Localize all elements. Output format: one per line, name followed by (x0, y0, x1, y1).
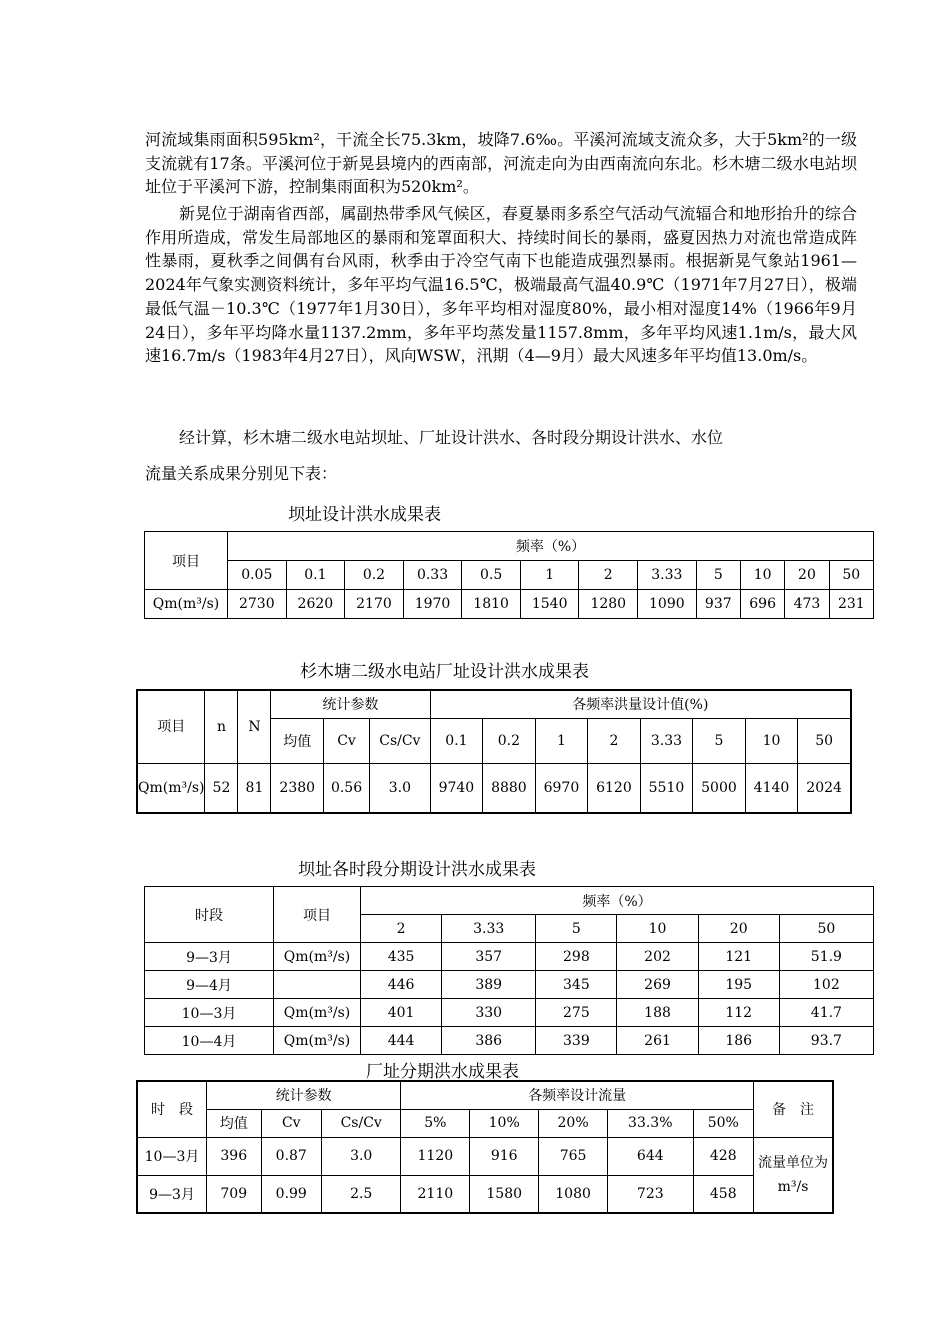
freq-row (145, 561, 874, 590)
item-cell (274, 971, 361, 999)
freq-cell: 0.5 (462, 561, 521, 590)
N-value: 81 (238, 763, 271, 813)
plant-flood-table (136, 689, 852, 814)
value-cell: 275 (536, 999, 617, 1027)
seasonal-flood-table (144, 886, 874, 1055)
value-cell: 5510 (640, 763, 693, 813)
value-cell: 4140 (745, 763, 798, 813)
item-cell: Qm(m³/s) (274, 1027, 361, 1055)
value-cell: 2110 (401, 1175, 470, 1213)
table-row (145, 1027, 874, 1055)
value-cell: 345 (536, 971, 617, 999)
value-cell: 51.9 (779, 943, 873, 971)
stat-header: 统计参数 (207, 1081, 401, 1109)
value-cell: 2170 (345, 590, 404, 619)
value-cell: 444 (361, 1027, 442, 1055)
value-cell: 446 (361, 971, 442, 999)
value-cell: 5000 (693, 763, 746, 813)
value-cell: 357 (442, 943, 536, 971)
value-cell: 339 (536, 1027, 617, 1055)
remark-cell: 流量单位为m³/s (754, 1137, 834, 1213)
freq-cell: 50 (779, 915, 873, 943)
freq-cell: 20 (785, 561, 829, 590)
stat-value: 709 (207, 1175, 262, 1213)
freq-cell: 0.05 (228, 561, 287, 590)
stat-value: 0.99 (261, 1175, 321, 1213)
stat-col: Cv (261, 1109, 321, 1137)
freq-cell: 5 (696, 561, 740, 590)
value-cell: 93.7 (779, 1027, 873, 1055)
period-cell: 9—4月 (145, 971, 274, 999)
design-header: 各频率洪量设计值(%) (430, 690, 851, 718)
period-cell: 9—3月 (137, 1175, 207, 1213)
paragraph-calc-intro: 经计算，杉木塘二级水电站坝址、厂址设计洪水、各时段分期设计洪水、水位 (179, 428, 724, 447)
n-header: n (205, 690, 238, 763)
stat-value: 2380 (271, 763, 324, 813)
freq-cell: 1 (535, 718, 588, 763)
value-cell: 1080 (539, 1175, 608, 1213)
freq-cell: 10 (745, 718, 798, 763)
value-cell: 473 (785, 590, 829, 619)
value-cell: 1970 (403, 590, 462, 619)
freq-cell: 10% (470, 1109, 539, 1137)
value-cell: 2730 (228, 590, 287, 619)
value-cell: 765 (539, 1137, 608, 1175)
freq-cell: 20 (698, 915, 779, 943)
design-header: 各频率设计流量 (401, 1081, 754, 1109)
value-cell: 112 (698, 999, 779, 1027)
stat-value: 396 (207, 1137, 262, 1175)
period-cell: 10—3月 (145, 999, 274, 1027)
value-cell: 2620 (286, 590, 345, 619)
stat-value: 3.0 (322, 1137, 401, 1175)
stat-col: Cv (323, 718, 369, 763)
stat-value: 0.87 (261, 1137, 321, 1175)
plant-seasonal-table (136, 1080, 834, 1214)
freq-cell: 5 (693, 718, 746, 763)
freq-cell: 0.2 (483, 718, 536, 763)
value-cell: 269 (617, 971, 698, 999)
freq-header: 频率（%） (228, 532, 874, 561)
table-row (137, 763, 851, 813)
value-cell: 195 (698, 971, 779, 999)
dam-flood-table (144, 531, 874, 619)
paragraph-basin: 河流域集雨面积595km²，干流全长75.3km，坡降7.6‰。平溪河流域支流众多，大于5km²的一级支流就有17条。平溪河位于新晃县境内的西南部，河流走向为由西南流向东北。杉木塘二级水电站坝址位于平溪河下游，控制集雨面积为520km²。 (145, 130, 857, 197)
value-cell: 8880 (483, 763, 536, 813)
table-row (137, 1137, 833, 1175)
value-cell: 186 (698, 1027, 779, 1055)
value-cell: 1120 (401, 1137, 470, 1175)
stat-header: 统计参数 (271, 690, 430, 718)
freq-cell: 20% (539, 1109, 608, 1137)
freq-cell: 2 (579, 561, 638, 590)
item-header: 项目 (145, 532, 228, 590)
freq-cell: 3.33 (442, 915, 536, 943)
stat-value: 0.56 (323, 763, 369, 813)
freq-cell: 10 (740, 561, 784, 590)
stat-col: 均值 (207, 1109, 262, 1137)
value-cell: 121 (698, 943, 779, 971)
value-cell: 231 (829, 590, 873, 619)
stat-col: 均值 (271, 718, 324, 763)
value-cell: 458 (693, 1175, 753, 1213)
item-cell: Qm(m³/s) (274, 999, 361, 1027)
value-cell: 188 (617, 999, 698, 1027)
freq-cell: 33.3% (608, 1109, 694, 1137)
value-cell: 916 (470, 1137, 539, 1175)
value-cell: 428 (693, 1137, 753, 1175)
period-header: 时 段 (137, 1081, 207, 1137)
table-row (145, 943, 874, 971)
period-header: 时段 (145, 887, 274, 943)
table3-caption: 坝址各时段分期设计洪水成果表 (298, 860, 536, 880)
value-cell: 9740 (430, 763, 483, 813)
freq-cell: 5% (401, 1109, 470, 1137)
row-label: Qm(m³/s) (145, 590, 228, 619)
period-cell: 9—3月 (145, 943, 274, 971)
value-cell: 2024 (798, 763, 851, 813)
freq-cell: 3.33 (638, 561, 697, 590)
value-cell: 1280 (579, 590, 638, 619)
freq-header: 频率（%） (361, 887, 874, 915)
row-label: Qm(m³/s) (137, 763, 205, 813)
value-cell: 1580 (470, 1175, 539, 1213)
value-cell: 1090 (638, 590, 697, 619)
value-cell: 1810 (462, 590, 521, 619)
table-row (145, 590, 874, 619)
stat-value: 3.0 (370, 763, 431, 813)
freq-cell: 0.1 (430, 718, 483, 763)
paragraph-calc-tail: 流量关系成果分别见下表： (145, 464, 338, 483)
freq-cell: 0.1 (286, 561, 345, 590)
table-row (145, 971, 874, 999)
item-header: 项目 (274, 887, 361, 943)
item-header: 项目 (137, 690, 205, 763)
stat-col: Cs/Cv (370, 718, 431, 763)
stat-col: Cs/Cv (322, 1109, 401, 1137)
table-row (137, 1175, 833, 1213)
value-cell: 401 (361, 999, 442, 1027)
freq-cell: 50% (693, 1109, 753, 1137)
freq-cell: 2 (588, 718, 641, 763)
freq-cell: 5 (536, 915, 617, 943)
freq-cell: 0.33 (403, 561, 462, 590)
value-cell: 435 (361, 943, 442, 971)
freq-cell: 10 (617, 915, 698, 943)
value-cell: 696 (740, 590, 784, 619)
value-cell: 330 (442, 999, 536, 1027)
N-header: N (238, 690, 271, 763)
freq-cell: 50 (798, 718, 851, 763)
value-cell: 41.7 (779, 999, 873, 1027)
table1-caption: 坝址设计洪水成果表 (288, 505, 441, 525)
period-cell: 10—4月 (145, 1027, 274, 1055)
value-cell: 102 (779, 971, 873, 999)
value-cell: 261 (617, 1027, 698, 1055)
period-cell: 10—3月 (137, 1137, 207, 1175)
stat-value: 2.5 (322, 1175, 401, 1213)
value-cell: 6970 (535, 763, 588, 813)
value-cell: 298 (536, 943, 617, 971)
value-cell: 202 (617, 943, 698, 971)
paragraph-climate: 新晃位于湖南省西部，属副热带季风气候区，春夏暴雨多系空气活动气流辐合和地形抬升的综合作用所造成，常发生局部地区的暴雨和笼罩面积大、持续时间长的暴雨，盛夏因热力对流也常造成阵性暴雨，夏秋季之间偶有台风雨，秋季由于冷空气南下也能造成强烈暴雨。根据新晃气象站1961—2024年气象实测资料统计，多年平均气温16.5℃，极端最高气温40.9℃（1971年7月27日），极端最低气温－10.3℃（1977年1月30日），多年平均相对湿度80%，最小相对湿度14%（1966年9月24日），多年平均降水量1137.2mm，多年平均蒸发量1157.8mm，多年平均风速1.1m/s，最大风速16.7m/s（1983年4月27日），风向WSW，汛期（4—9月）最大风速多年平均值13.0m/s。 (145, 204, 857, 366)
value-cell: 937 (696, 590, 740, 619)
table4-caption: 厂址分期洪水成果表 (366, 1062, 519, 1082)
remark-header: 备 注 (754, 1081, 834, 1137)
value-cell: 386 (442, 1027, 536, 1055)
freq-cell: 3.33 (640, 718, 693, 763)
freq-cell: 2 (361, 915, 442, 943)
value-cell: 723 (608, 1175, 694, 1213)
n-value: 52 (205, 763, 238, 813)
item-cell: Qm(m³/s) (274, 943, 361, 971)
value-cell: 6120 (588, 763, 641, 813)
freq-cell: 0.2 (345, 561, 404, 590)
freq-cell: 50 (829, 561, 873, 590)
value-cell: 1540 (520, 590, 579, 619)
table-row (145, 999, 874, 1027)
table2-caption: 杉木塘二级水电站厂址设计洪水成果表 (300, 662, 589, 682)
value-cell: 389 (442, 971, 536, 999)
freq-cell: 1 (520, 561, 579, 590)
value-cell: 644 (608, 1137, 694, 1175)
